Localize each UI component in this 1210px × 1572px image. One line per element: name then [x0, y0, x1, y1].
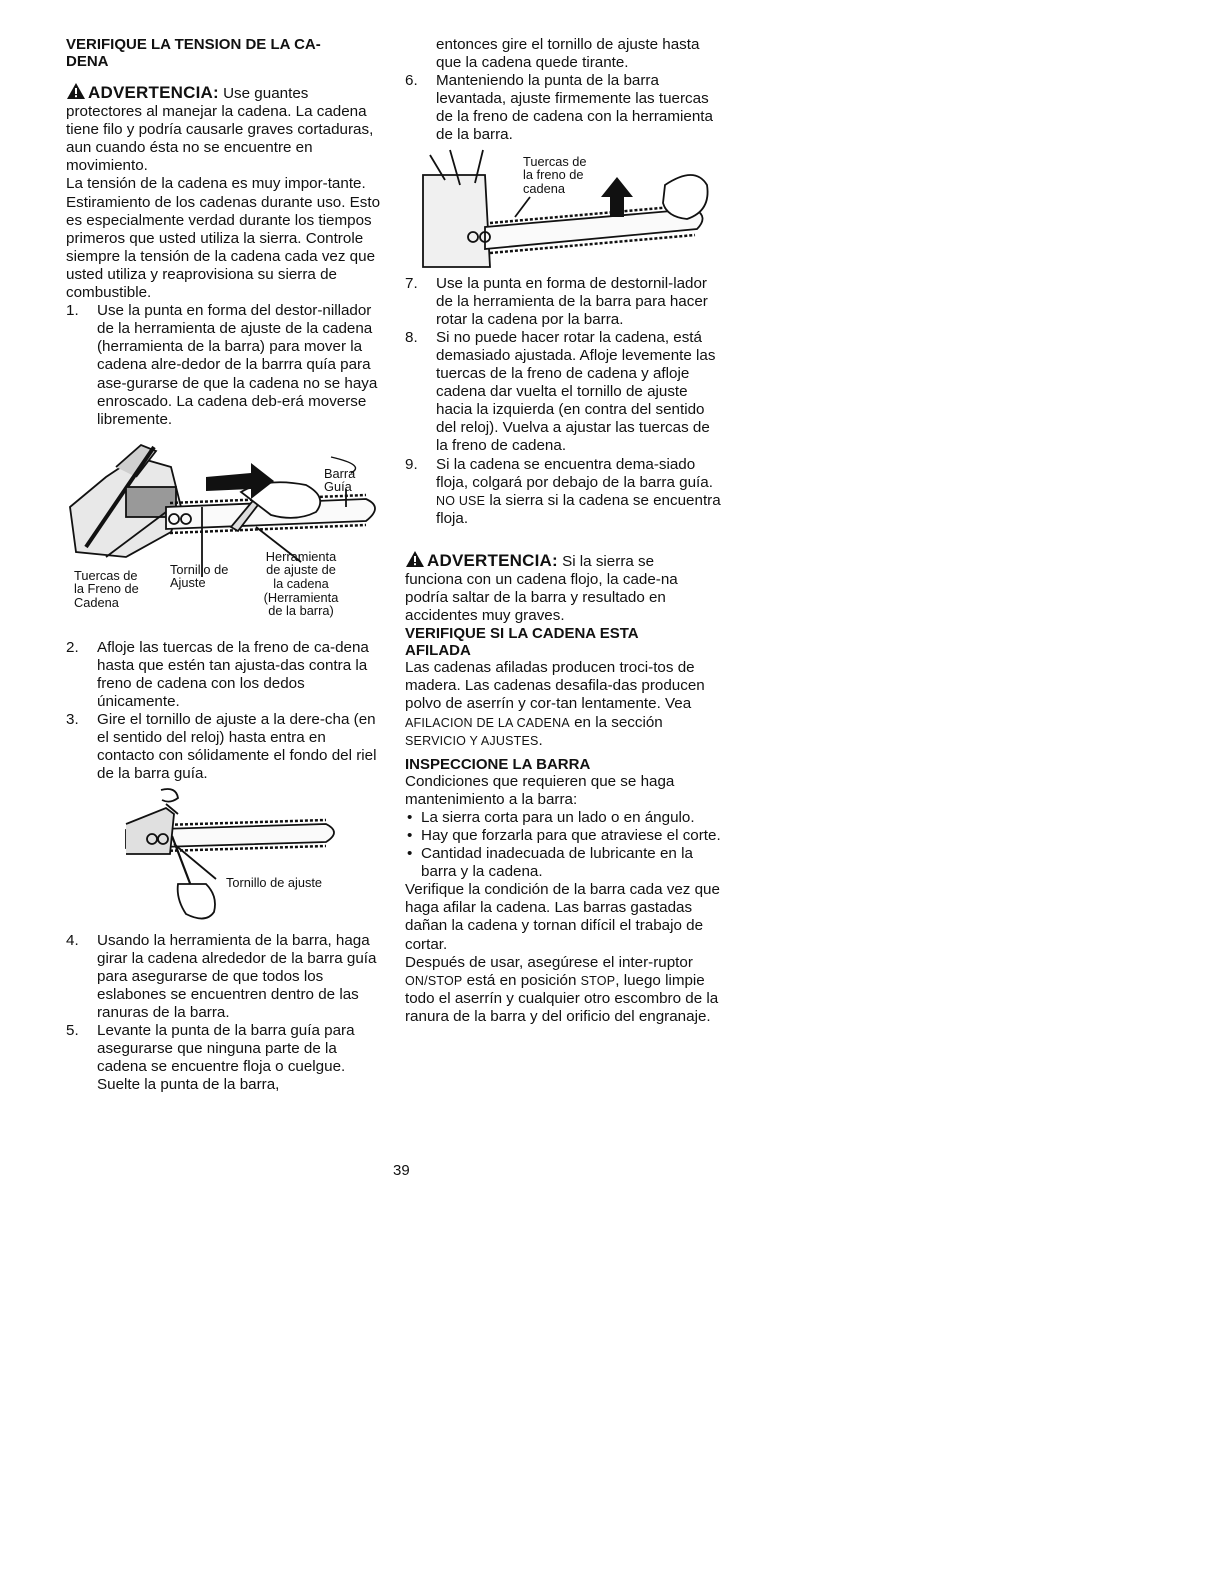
- left-column: [66, 36, 384, 1094]
- label-herramienta: Herramienta de ajuste de la cadena (Herramienta de la barra): [263, 548, 339, 619]
- step-4: 4. Usando la herramienta de la barra, haga girar la cadena alrededor de la barra guía para asegurarse de que todos los eslabones se encuentren dentro de las ranuras de la barra.: [66, 931, 377, 1021]
- barra-intro: Condiciones que requieren que se haga mantenimiento a la barra:: [405, 772, 675, 808]
- despues-text: Después de usar, asegúrese el inter-ruptor ON/STOP está en posición STOP, luego limpie todo el aserrín y cualquier otro escombro de la ranura de la barra y del orificio del engranaje.: [405, 953, 719, 1025]
- steps-list-3: [66, 932, 384, 1095]
- list-item: • Hay que forzarla para que atraviese el corte.: [405, 827, 723, 845]
- figure-adjust-screw: [66, 784, 384, 932]
- warning-icon: [66, 82, 86, 100]
- page-number: 39: [393, 1162, 410, 1179]
- figure-tighten-nuts: [405, 145, 723, 275]
- label-tornillo: Tornillo de Ajuste: [170, 561, 229, 591]
- steps-list-2: [66, 639, 384, 784]
- step-5-continued: entonces gire el tornillo de ajuste hasta que la cadena quede tirante.: [436, 36, 700, 72]
- list-item: • Cantidad inadecuada de lubricante en la barra y la cadena.: [405, 845, 723, 881]
- warning-loose-chain: ADVERTENCIA: Si la sierra se funciona con un cadena flojo, la cade-na podría saltar de la barra y resultado en accidentes muy graves.: [405, 550, 678, 625]
- step-3: 3. Gire el tornillo de ajuste a la dere-cha (en el sentido del reloj) hasta entra en contacto con sólidamente el fondo del riel de la barra guía.: [66, 711, 377, 783]
- step-8: 8. Si no puede hacer rotar la cadena, está demasiado ajustada. Afloje levemente las tuercas de la freno de cadena y afloje cadena dar vuelta el tornillo de ajuste hacia la izquierda (en contra del sentido del reloj). Vuelva a ajustar las tuercas de la freno de cadena.: [405, 328, 716, 455]
- steps-list-5: [405, 275, 723, 528]
- step-1: 1. Use la punta en forma del destor-nillador de la herramienta de ajuste de la cadena (herramienta de la barra) para mover la cadena alre-dedor de la barrra quía para ase-gurarse de que la cadena no se haya enroscado. La cadena deb-erá moverse libremente.: [66, 302, 378, 428]
- heading-tension: VERIFIQUE LA TENSION DE LA CA- DENA: [66, 36, 321, 70]
- label-tuercas: Tuercas de la Freno de Cadena: [74, 567, 139, 610]
- tension-intro: La tensión de la cadena es muy impor-tante. Estiramiento de los cadenas durante uso. Esto es especialmente verdad durante los tiempos primeros que usted utiliza la sierra. Controle siempre la tensión de la cadena cada vez que usted utiliza y reaprovisiona su sierra de combustible.: [66, 175, 381, 302]
- warning-label-2: ADVERTENCIA:: [405, 551, 558, 570]
- label-tuercas-freno: Tuercas de la freno de cadena: [523, 153, 587, 196]
- heading-barra: INSPECCIONE LA BARRA: [405, 755, 591, 773]
- step-9: 9. Si la cadena se encuentra dema-siado floja, colgará por debajo de la barra guía. NO USE la sierra si la cadena se encuentra floja.: [405, 455, 721, 527]
- step-2: 2. Afloje las tuercas de la freno de ca-dena hasta que estén tan ajusta-das contra la freno de cadena con los dedos únicamente.: [66, 638, 369, 711]
- warning-tension: ADVERTENCIA: Use guantes protectores al manejar la cadena. La cadena tiene filo y podría causarle graves cortaduras, aun cuando ésta no se encuentre en movimiento.: [66, 83, 374, 175]
- step-5: 5. Levante la punta de la barra guía para asegurarse que ninguna parte de la cadena se encuentre floja o cuelgue. Suelte la punta de la barra,: [66, 1022, 355, 1094]
- steps-list-1: [66, 302, 384, 429]
- afilada-text: Las cadenas afiladas producen troci-tos de madera. Las cadenas desafila-das producen polvo de aserrín y cor-tan lentamente. Vea AFILACION DE LA CADENA en la sección SERVICIO Y AJUSTES.: [405, 659, 705, 749]
- warning-icon: [405, 550, 425, 568]
- figure-chain-tension: [66, 437, 384, 639]
- list-item: • La sierra corta para un lado o en ángulo.: [405, 809, 723, 827]
- verifique-text: Verifique la condición de la barra cada vez que haga afilar la cadena. Las barras gastadas dañan la cadena y tornan difícil el trabajo de cortar.: [405, 881, 720, 953]
- step-7: 7. Use la punta en forma de destornil-lador de la herramienta de la barra para hacer rotar la cadena por la barra.: [405, 274, 708, 328]
- warning-label: ADVERTENCIA:: [66, 83, 219, 102]
- barra-conditions-list: [405, 809, 723, 881]
- step-6: 6. Manteniendo la punta de la barra levantada, ajuste firmemente las tuercas de la freno de cadena con la herramienta de la barra.: [405, 72, 713, 144]
- right-column: [405, 36, 723, 1026]
- label-barra-guia: Barra Guía: [324, 465, 356, 495]
- heading-afilada: VERIFIQUE SI LA CADENA ESTA AFILADA: [405, 625, 639, 660]
- steps-list-4: [405, 72, 723, 144]
- screw-adjust-illustration: [66, 784, 384, 932]
- label-tornillo-ajuste: Tornillo de ajuste: [226, 874, 323, 890]
